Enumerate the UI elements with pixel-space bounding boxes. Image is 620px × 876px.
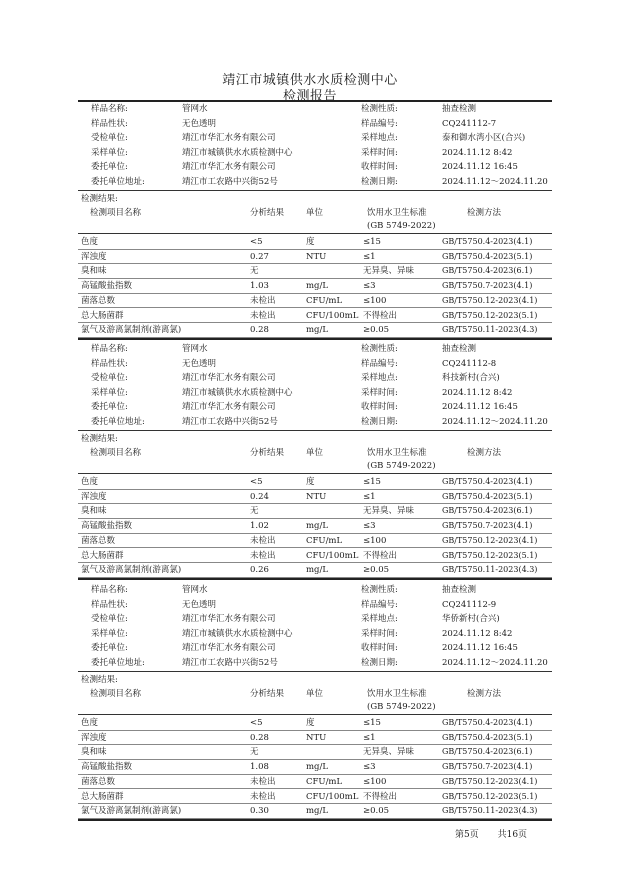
field-value: 科技新村(合兴) <box>442 373 500 383</box>
field-value: 2024.11.12～2024.11.20 <box>442 176 548 187</box>
cell-result: 未检出 <box>250 550 276 561</box>
cell-item: 总大肠菌群 <box>81 791 124 802</box>
cell-unit: CFU/100mL <box>306 550 359 561</box>
table-row <box>0 790 620 804</box>
field-value: 无色透明 <box>182 599 217 610</box>
cell-method: GB/T5750.4-2023(4.1) <box>442 477 533 486</box>
cell-method: GB/T5750.4-2023(5.1) <box>442 251 533 261</box>
table-row <box>0 716 620 730</box>
field-value: 2024.11.12～2024.11.20 <box>442 657 548 668</box>
standard-code: (GB 5749-2022) <box>367 702 436 712</box>
field-value: 靖江市工农路中兴街52号 <box>182 176 278 187</box>
table-row <box>0 731 620 745</box>
block-end-rule <box>78 338 552 340</box>
field-value: 无色透明 <box>182 358 217 369</box>
cell-item: 浑浊度 <box>81 732 107 743</box>
cell-unit: CFU/mL <box>306 295 343 306</box>
sample-info-row <box>0 117 620 132</box>
cell-method: GB/T5750.12-2023(4.1) <box>442 535 538 545</box>
field-label: 采样时间: <box>361 628 398 639</box>
cell-item: 色度 <box>81 237 99 247</box>
sample-info-row <box>0 146 620 161</box>
field-value: 靖江市工农路中兴街52号 <box>182 657 278 668</box>
field-label: 样品性状: <box>91 358 128 369</box>
cell-item: 氯气及游离氯制剂(游离氯) <box>81 806 182 817</box>
cell-item: 氯气及游离氯制剂(游离氯) <box>81 325 182 336</box>
field-value: 靖江市城镇供水水质检测中心 <box>182 628 293 639</box>
standard-code: (GB 5749-2022) <box>367 221 436 231</box>
field-value: 靖江市华汇水务有限公司 <box>182 402 276 412</box>
cell-method: GB/T5750.11-2023(4.3) <box>442 806 538 816</box>
field-label: 检测性质: <box>361 585 398 595</box>
cell-standard: ≤100 <box>363 776 387 787</box>
field-label: 样品性状: <box>91 118 128 129</box>
table-row <box>0 563 620 577</box>
table-row <box>0 264 620 278</box>
cell-item: 高锰酸盐指数 <box>81 281 133 292</box>
cell-item: 菌落总数 <box>81 295 116 306</box>
page-number: 第5页 <box>455 830 479 840</box>
sample-info-row <box>0 627 620 642</box>
field-label: 受检单位: <box>91 373 128 383</box>
cell-standard: ≥0.05 <box>363 325 390 336</box>
cell-method: GB/T5750.4-2023(5.1) <box>442 732 533 742</box>
cell-method: GB/T5750.12-2023(5.1) <box>442 550 538 560</box>
cell-item: 色度 <box>81 477 99 487</box>
page-footer <box>455 827 543 840</box>
divider-rule <box>78 473 552 474</box>
field-label: 采样单位: <box>91 628 128 639</box>
field-value: 靖江市城镇供水水质检测中心 <box>182 387 293 398</box>
block-end-rule <box>78 819 552 821</box>
field-value: 靖江市华汇水务有限公司 <box>182 162 276 172</box>
cell-method: GB/T5750.4-2023(4.1) <box>442 237 533 246</box>
column-header-standard: 饮用水卫生标准 <box>367 208 427 218</box>
cell-result: 未检出 <box>250 535 276 546</box>
sample-block <box>0 102 620 342</box>
cell-item: 菌落总数 <box>81 535 116 546</box>
sample-info-row <box>0 583 620 598</box>
column-header-standard: 饮用水卫生标准 <box>367 689 427 699</box>
cell-method: GB/T5750.7-2023(4.1) <box>442 521 533 531</box>
field-value: CQ241112-8 <box>442 358 497 369</box>
cell-standard: ≤3 <box>363 762 376 773</box>
field-value: 2024.11.12 8:42 <box>442 387 513 398</box>
field-value: 抽查检测 <box>442 585 477 595</box>
divider-rule <box>78 714 552 715</box>
cell-result: 1.03 <box>250 281 269 292</box>
cell-result: <5 <box>250 477 263 487</box>
table-row <box>0 504 620 518</box>
column-header-result: 分析结果 <box>250 689 285 699</box>
field-value: 靖江市华汇水务有限公司 <box>182 614 276 624</box>
cell-unit: mg/L <box>306 762 329 773</box>
cell-result: 无 <box>250 266 259 277</box>
field-label: 采样单位: <box>91 387 128 398</box>
sample-info-row <box>0 400 620 415</box>
cell-unit: 度 <box>306 718 315 728</box>
cell-unit: mg/L <box>306 281 329 292</box>
cell-unit: mg/L <box>306 325 329 336</box>
field-label: 采样地点: <box>361 614 398 624</box>
field-label: 委托单位地址: <box>91 416 145 427</box>
table-row <box>0 250 620 264</box>
field-label: 委托单位: <box>91 402 128 412</box>
standard-code: (GB 5749-2022) <box>367 461 436 471</box>
column-header-result: 分析结果 <box>250 208 285 218</box>
field-label: 检测日期: <box>361 416 398 427</box>
cell-result: 未检出 <box>250 791 276 802</box>
cell-method: GB/T5750.4-2023(6.1) <box>442 506 533 516</box>
column-header-item: 检测项目名称 <box>90 208 142 218</box>
cell-result: 0.30 <box>250 806 269 817</box>
cell-result: 无 <box>250 747 259 758</box>
cell-standard: 无异臭、异味 <box>363 266 415 277</box>
field-value: 2024.11.12 8:42 <box>442 147 513 158</box>
divider-rule <box>78 233 552 234</box>
field-value: 靖江市工农路中兴街52号 <box>182 416 278 427</box>
sample-block <box>0 583 620 823</box>
cell-standard: ≤15 <box>363 477 381 487</box>
field-value: 2024.11.12～2024.11.20 <box>442 416 548 427</box>
cell-standard: ≤15 <box>363 237 381 247</box>
field-value: 抽查检测 <box>442 104 477 114</box>
cell-standard: ≤3 <box>363 281 376 292</box>
table-row <box>0 279 620 293</box>
cell-standard: 无异臭、异味 <box>363 747 415 758</box>
cell-method: GB/T5750.7-2023(4.1) <box>442 762 533 772</box>
sample-info-row <box>0 371 620 386</box>
cell-item: 总大肠菌群 <box>81 310 124 321</box>
cell-unit: mg/L <box>306 565 329 576</box>
table-row <box>0 235 620 249</box>
field-value: 靖江市华汇水务有限公司 <box>182 133 276 143</box>
field-value: 管网水 <box>182 585 208 595</box>
cell-standard: 无异臭、异味 <box>363 506 415 517</box>
cell-result: <5 <box>250 237 263 247</box>
table-row <box>0 519 620 533</box>
cell-item: 浑浊度 <box>81 491 107 502</box>
sample-info-row <box>0 131 620 146</box>
field-label: 受检单位: <box>91 133 128 143</box>
cell-standard: ≤1 <box>363 491 376 502</box>
field-label: 检测性质: <box>361 344 398 354</box>
column-header-unit: 单位 <box>306 208 324 218</box>
sample-info-row <box>0 415 620 430</box>
field-label: 样品编号: <box>361 118 398 129</box>
field-value: 华侨新村(合兴) <box>442 614 500 624</box>
field-label: 委托单位地址: <box>91 657 145 668</box>
field-label: 采样时间: <box>361 387 398 398</box>
cell-item: 臭和味 <box>81 506 107 517</box>
table-row <box>0 475 620 489</box>
sample-block <box>0 342 620 582</box>
cell-item: 浑浊度 <box>81 251 107 262</box>
divider-rule <box>78 430 552 431</box>
field-label: 收样时间: <box>361 643 398 653</box>
table-row <box>0 745 620 759</box>
cell-item: 高锰酸盐指数 <box>81 521 133 532</box>
table-row <box>0 760 620 774</box>
cell-method: GB/T5750.12-2023(4.1) <box>442 295 538 305</box>
cell-result: 1.02 <box>250 521 269 532</box>
cell-item: 高锰酸盐指数 <box>81 762 133 773</box>
field-value: CQ241112-9 <box>442 599 497 610</box>
field-label: 委托单位: <box>91 162 128 172</box>
report-title: 检测报告 <box>282 89 337 104</box>
field-value: 2024.11.12 16:45 <box>442 402 518 412</box>
results-label: 检测结果: <box>81 434 118 444</box>
field-label: 采样地点: <box>361 373 398 383</box>
sample-info-row <box>0 641 620 656</box>
cell-unit: CFU/100mL <box>306 310 359 321</box>
cell-unit: NTU <box>306 491 327 502</box>
sample-info-row <box>0 342 620 357</box>
field-label: 采样时间: <box>361 147 398 158</box>
table-row <box>0 309 620 323</box>
field-label: 采样单位: <box>91 147 128 158</box>
field-value: 2024.11.12 8:42 <box>442 628 513 639</box>
sample-info-row <box>0 357 620 372</box>
sample-info-row <box>0 102 620 117</box>
cell-unit: 度 <box>306 237 315 247</box>
column-header-standard: 饮用水卫生标准 <box>367 448 427 458</box>
cell-result: 0.24 <box>250 491 269 502</box>
cell-standard: 不得检出 <box>363 310 398 321</box>
cell-unit: CFU/mL <box>306 776 343 787</box>
field-value: 泰和御水湾小区(合兴) <box>442 133 526 143</box>
cell-method: GB/T5750.12-2023(5.1) <box>442 791 538 801</box>
field-value: 2024.11.12 16:45 <box>442 643 518 653</box>
cell-result: 未检出 <box>250 295 276 306</box>
cell-result: 0.28 <box>250 325 269 336</box>
field-label: 检测日期: <box>361 176 398 187</box>
cell-unit: mg/L <box>306 521 329 532</box>
block-end-rule <box>78 578 552 580</box>
cell-method: GB/T5750.4-2023(6.1) <box>442 747 533 757</box>
field-label: 样品性状: <box>91 599 128 610</box>
field-label: 检测日期: <box>361 657 398 668</box>
cell-standard: ≤100 <box>363 535 387 546</box>
sample-info-row <box>0 160 620 175</box>
cell-item: 菌落总数 <box>81 776 116 787</box>
table-row <box>0 534 620 548</box>
sample-info-row <box>0 386 620 401</box>
cell-result: 0.26 <box>250 565 269 576</box>
table-row <box>0 294 620 308</box>
cell-method: GB/T5750.4-2023(6.1) <box>442 266 533 276</box>
field-label: 样品名称: <box>91 585 128 595</box>
field-value: 无色透明 <box>182 118 217 129</box>
field-label: 收样时间: <box>361 402 398 412</box>
field-value: CQ241112-7 <box>442 118 497 129</box>
column-header-unit: 单位 <box>306 689 324 699</box>
cell-unit: 度 <box>306 477 315 487</box>
field-label: 收样时间: <box>361 162 398 172</box>
cell-standard: ≤15 <box>363 718 381 728</box>
cell-method: GB/T5750.4-2023(5.1) <box>442 491 533 501</box>
cell-item: 氯气及游离氯制剂(游离氯) <box>81 565 182 576</box>
cell-method: GB/T5750.4-2023(4.1) <box>442 718 533 727</box>
field-label: 样品编号: <box>361 599 398 610</box>
field-label: 样品编号: <box>361 358 398 369</box>
cell-standard: 不得检出 <box>363 791 398 802</box>
cell-standard: ≤3 <box>363 521 376 532</box>
column-header-method: 检测方法 <box>467 689 502 699</box>
field-value: 管网水 <box>182 104 208 114</box>
field-value: 靖江市华汇水务有限公司 <box>182 643 276 653</box>
results-label: 检测结果: <box>81 194 118 204</box>
field-label: 样品名称: <box>91 344 128 354</box>
cell-method: GB/T5750.12-2023(4.1) <box>442 776 538 786</box>
column-header-unit: 单位 <box>306 448 324 458</box>
field-label: 受检单位: <box>91 614 128 624</box>
field-label: 委托单位: <box>91 643 128 653</box>
table-row <box>0 549 620 563</box>
cell-standard: ≥0.05 <box>363 565 390 576</box>
cell-method: GB/T5750.11-2023(4.3) <box>442 325 538 335</box>
cell-result: 未检出 <box>250 310 276 321</box>
field-label: 检测性质: <box>361 104 398 114</box>
divider-rule <box>78 190 552 191</box>
field-label: 委托单位地址: <box>91 176 145 187</box>
page-total: 共16页 <box>497 830 528 840</box>
cell-unit: NTU <box>306 251 327 262</box>
field-value: 靖江市城镇供水水质检测中心 <box>182 147 293 158</box>
column-header-item: 检测项目名称 <box>90 448 142 458</box>
column-header-result: 分析结果 <box>250 448 285 458</box>
cell-result: 无 <box>250 506 259 517</box>
sample-info-row <box>0 175 620 190</box>
table-row <box>0 775 620 789</box>
column-header-item: 检测项目名称 <box>90 689 142 699</box>
cell-result: 0.27 <box>250 251 269 262</box>
cell-method: GB/T5750.7-2023(4.1) <box>442 281 533 291</box>
cell-result: 1.08 <box>250 762 269 773</box>
cell-item: 总大肠菌群 <box>81 550 124 561</box>
field-value: 靖江市华汇水务有限公司 <box>182 373 276 383</box>
cell-item: 臭和味 <box>81 266 107 277</box>
cell-result: 0.28 <box>250 732 269 743</box>
cell-standard: ≥0.05 <box>363 806 390 817</box>
table-row <box>0 490 620 504</box>
sample-info-row <box>0 598 620 613</box>
field-value: 管网水 <box>182 344 208 354</box>
column-header-method: 检测方法 <box>467 208 502 218</box>
cell-result: <5 <box>250 718 263 728</box>
field-value: 抽查检测 <box>442 344 477 354</box>
field-value: 2024.11.12 16:45 <box>442 162 518 172</box>
cell-standard: 不得检出 <box>363 550 398 561</box>
sample-info-row <box>0 656 620 671</box>
cell-standard: ≤1 <box>363 732 376 743</box>
divider-rule <box>78 671 552 672</box>
cell-method: GB/T5750.11-2023(4.3) <box>442 565 538 575</box>
cell-unit: CFU/100mL <box>306 791 359 802</box>
org-title: 靖江市城镇供水水质检测中心 <box>222 73 398 88</box>
cell-unit: CFU/mL <box>306 535 343 546</box>
table-row <box>0 804 620 818</box>
sample-info-row <box>0 612 620 627</box>
cell-standard: ≤100 <box>363 295 387 306</box>
cell-unit: NTU <box>306 732 327 743</box>
table-row <box>0 323 620 337</box>
results-label: 检测结果: <box>81 675 118 685</box>
cell-item: 色度 <box>81 718 99 728</box>
cell-method: GB/T5750.12-2023(5.1) <box>442 310 538 320</box>
field-label: 样品名称: <box>91 104 128 114</box>
cell-standard: ≤1 <box>363 251 376 262</box>
cell-unit: mg/L <box>306 806 329 817</box>
cell-item: 臭和味 <box>81 747 107 758</box>
column-header-method: 检测方法 <box>467 448 502 458</box>
cell-result: 未检出 <box>250 776 276 787</box>
field-label: 采样地点: <box>361 133 398 143</box>
